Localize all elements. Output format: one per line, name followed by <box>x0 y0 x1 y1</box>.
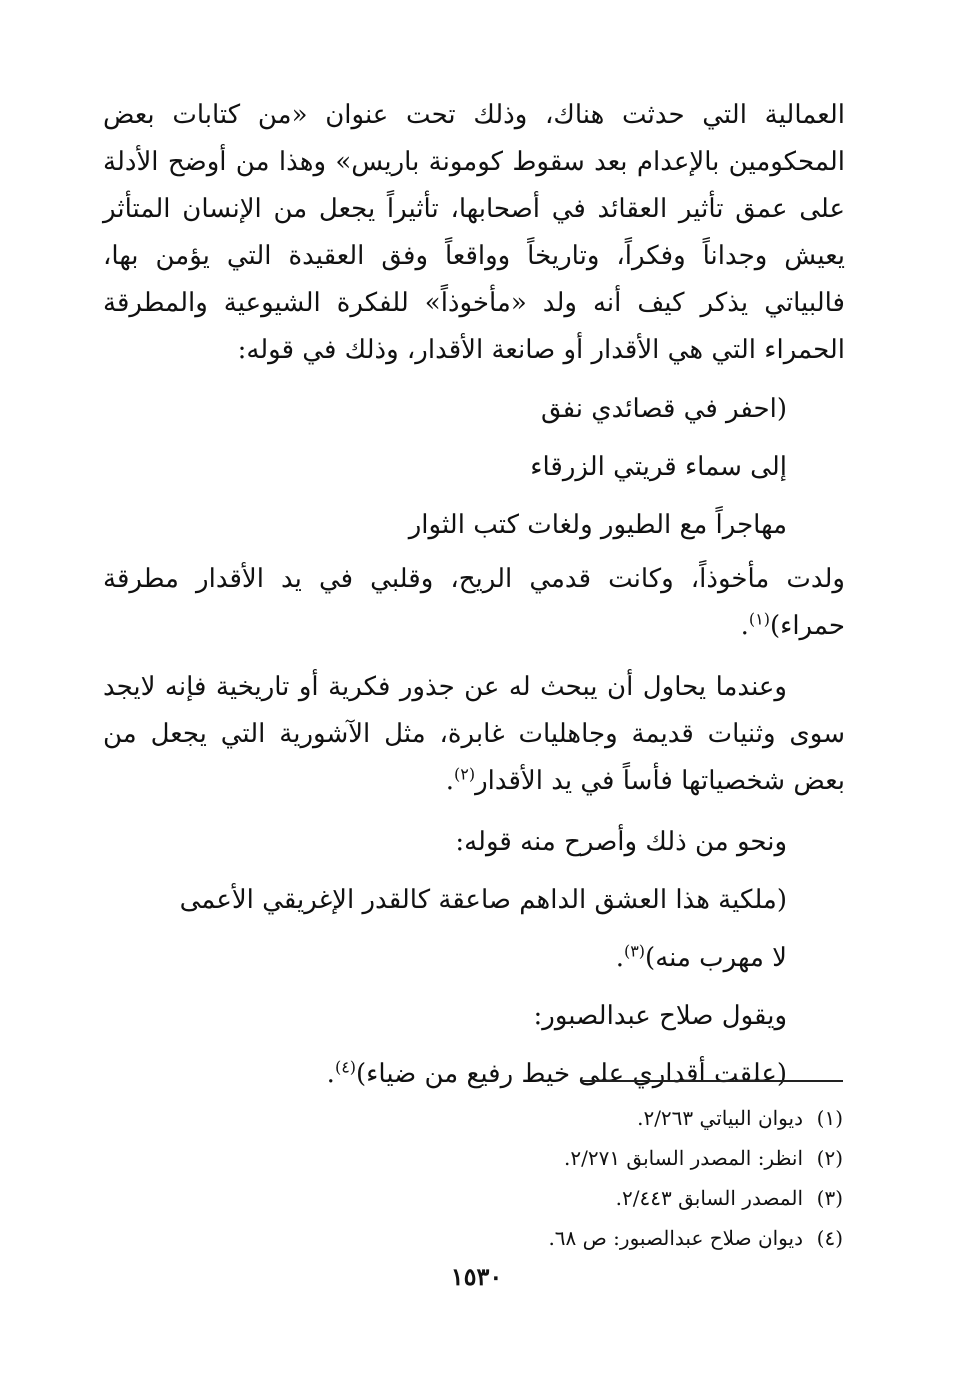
paragraph-2: وعندما يحاول أن يبحث له عن جذور فكرية أو تاريخية فإنه لايجد سوى وثنيات قديمة وجاهليات غابرة، مثل الآشورية التي يجعل من بعض شخصياتها فأساً في يد الأقدار$^{(٢)}$. <box>103 672 845 796</box>
paragraph-1: العمالية التي حدثت هناك، وذلك تحت عنوان «من كتابات بعض المحكومين بالإعدام بعد سقوط كومونة باريس» وهذا من أوضح الأدلة على عمق تأثير العقائد في أصحابها، تأثيراً يجعل من الإنسان المتأثر يعيش وجداناً وفكراً، وتاريخاً وواقعاً وفق العقيدة التي يؤمن بها، فالبياتي يذكر كيف أنه ولد «مأخوذاً» للفكرة الشيوعية والمطرقة الحمراء التي هي الأقدار أو صانعة الأقدار، وذلك في قوله: <box>103 100 845 365</box>
footnote-2-text: انظر: المصدر السابق ٢/٢٧١. <box>564 1146 803 1170</box>
footnote-3-number: (٣) <box>816 1186 843 1210</box>
footnote-3 <box>343 1178 843 1218</box>
verse-block-2 <box>103 813 845 1103</box>
verse-1-line-2: إلى سماء قريتي الزرقاء <box>530 452 787 482</box>
page-number: ١٥٣٠ <box>450 1262 503 1291</box>
footnote-1-number: (١) <box>816 1106 843 1130</box>
verse-2-line-2: لا مهرب منه)$^{(٣)}$. <box>615 941 787 973</box>
body-text <box>103 92 845 1103</box>
paragraph-2-text: وعندما يحاول أن يبحث له عن جذور فكرية أو تاريخية فإنه لايجد سوى وثنيات قديمة وجاهليات غابرة، مثل الآشورية التي يجعل من بعض شخصياتها فأساً في يد الأقدار <box>103 672 845 796</box>
verse-1-tail: ولدت مأخوذاً، وكانت قدمي الريح، وقلبي في يد الأقدار مطرقة حمراء)$^{(١)}$. <box>103 564 845 641</box>
footnote-divider <box>581 1080 843 1082</box>
footnote-4-text: ديوان صلاح عبدالصبور: ص ٦٨. <box>548 1226 803 1250</box>
footnote-ref-3: (٣) <box>623 941 646 961</box>
verse-1-line-3: مهاجراً مع الطيور ولغات كتب الثوار <box>408 510 787 540</box>
verse-1-line-1: (احفر في قصائدي نفق <box>540 394 787 424</box>
footnote-1 <box>343 1098 843 1138</box>
verse-2-line-1: (ملكية هذا العشق الداهم صاعقة كالقدر الإغريقي الأعمى <box>179 885 787 915</box>
intro-line-2: ونحو من ذلك وأصرح منه قوله: <box>455 827 787 857</box>
footnote-ref-2: (٢) <box>453 764 476 784</box>
footnote-4 <box>343 1218 843 1258</box>
footnote-2 <box>343 1138 843 1178</box>
footnotes <box>343 1098 843 1258</box>
verse-1-tail-text: ولدت مأخوذاً، وكانت قدمي الريح، وقلبي في يد الأقدار مطرقة حمراء) <box>103 564 845 641</box>
footnote-3-text: المصدر السابق ٢/٤٤٣. <box>615 1186 803 1210</box>
verse-3-line: (علقت أقداري على خيط رفيع من ضياء)$^{(٤)}$. <box>326 1057 787 1089</box>
footnote-ref-4: (٤) <box>334 1057 357 1077</box>
intro-line-3: ويقول صلاح عبدالصبور: <box>533 1001 787 1031</box>
footnote-4-number: (٤) <box>816 1226 843 1250</box>
verse-block-1 <box>103 380 845 554</box>
verse-3-text: (علقت أقداري على خيط رفيع من ضياء) <box>356 1059 787 1089</box>
footnote-2-number: (٢) <box>816 1146 843 1170</box>
verse-2-line-2-text: لا مهرب منه) <box>645 943 787 973</box>
footnote-ref-1: (١) <box>748 609 770 629</box>
footnote-1-text: ديوان البياتي ٢/٢٦٣. <box>637 1106 803 1130</box>
